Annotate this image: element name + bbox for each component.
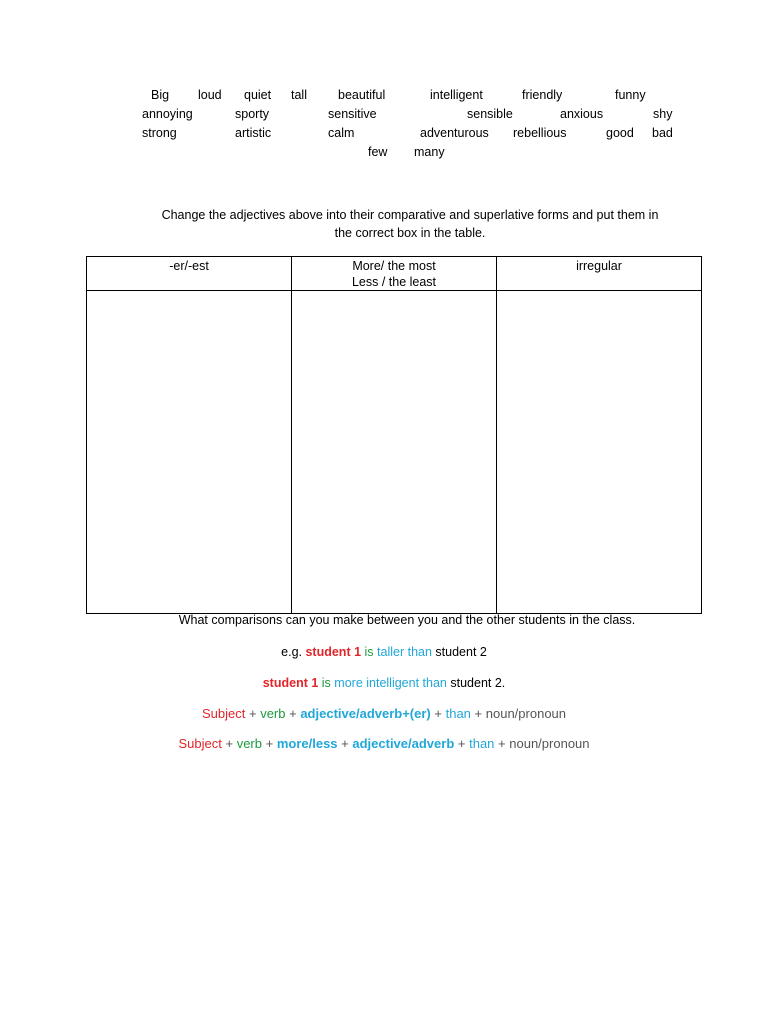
formula-noun: noun/pronoun: [485, 706, 567, 721]
word-bank-row-3: [0, 126, 768, 142]
formula-plus: +: [457, 736, 466, 751]
header-label: -er/-est: [169, 259, 209, 273]
formula-noun: noun/pronoun: [509, 736, 590, 751]
formula-plus: +: [498, 736, 506, 751]
adjective-table: [86, 256, 702, 614]
example-sentence-1: [0, 645, 768, 659]
word-bank-row-4: [0, 145, 768, 161]
word: sensitive: [328, 107, 377, 121]
word: many: [414, 145, 445, 159]
word: annoying: [142, 107, 193, 121]
word-bank-row-2: [0, 107, 768, 123]
grammar-formula-1: [0, 706, 768, 721]
example-object: student 2.: [450, 676, 506, 690]
formula-than: than: [445, 706, 471, 721]
grammar-formula-2: [0, 736, 768, 751]
word: tall: [291, 88, 307, 102]
formula-plus: +: [474, 706, 483, 721]
word: shy: [653, 107, 673, 121]
formula-plus: +: [434, 706, 442, 721]
formula-plus: +: [225, 736, 234, 751]
example-subject: student 1: [305, 645, 362, 659]
word: strong: [142, 126, 177, 140]
formula-adjective: adjective/adverb: [352, 736, 455, 751]
word: rebellious: [513, 126, 567, 140]
formula-plus: +: [265, 736, 274, 751]
word: good: [606, 126, 634, 140]
word: intelligent: [430, 88, 483, 102]
header-label: More/ the most: [352, 259, 436, 273]
example-sentence-2: [0, 676, 768, 690]
header-label: Less / the least: [351, 275, 437, 289]
word-bank-row-1: [0, 88, 768, 104]
word: sensible: [467, 107, 513, 121]
comparison-question: What comparisons can you make between you and the other students in the class.: [178, 613, 636, 627]
formula-subject: Subject: [201, 706, 246, 721]
answer-cell-irregular[interactable]: [497, 291, 701, 613]
word: friendly: [522, 88, 563, 102]
word: adventurous: [420, 126, 489, 140]
word: few: [368, 145, 388, 159]
word: bad: [652, 126, 673, 140]
word: calm: [328, 126, 355, 140]
answer-cell-er-est[interactable]: [87, 291, 291, 613]
formula-plus: +: [248, 706, 257, 721]
column-header-more-less: [292, 257, 496, 291]
formula-more-less: more/less: [276, 736, 338, 751]
example-verb: is: [364, 645, 374, 659]
formula-verb: verb: [236, 736, 262, 751]
formula-subject: Subject: [178, 736, 222, 751]
word: beautiful: [338, 88, 386, 102]
word: artistic: [235, 126, 272, 140]
example-prefix: e.g.: [281, 645, 306, 659]
word: Big: [151, 88, 170, 102]
instruction-line-1: Change the adjectives above into their comparative and superlative forms and put them in: [161, 208, 659, 222]
word: sporty: [235, 107, 270, 121]
formula-than: than: [469, 736, 495, 751]
instruction-line-2: the correct box in the table.: [334, 226, 486, 240]
column-header-irregular: [497, 257, 701, 291]
word: funny: [615, 88, 646, 102]
word: loud: [198, 88, 222, 102]
word: anxious: [560, 107, 604, 121]
header-label: irregular: [576, 259, 622, 273]
word: quiet: [244, 88, 272, 102]
formula-adjective: adjective/adverb+(er): [300, 706, 431, 721]
formula-verb: verb: [260, 706, 286, 721]
column-header-er-est: [87, 257, 291, 291]
example-comparison: more intelligent than: [334, 676, 447, 690]
formula-plus: +: [341, 736, 349, 751]
instruction-text: [100, 206, 720, 242]
example-object: student 2: [435, 645, 487, 659]
formula-plus: +: [289, 706, 297, 721]
example-verb: is: [321, 676, 331, 690]
answer-cell-more-less[interactable]: [292, 291, 496, 613]
example-comparison: taller than: [377, 645, 432, 659]
example-subject: student 1: [262, 676, 319, 690]
